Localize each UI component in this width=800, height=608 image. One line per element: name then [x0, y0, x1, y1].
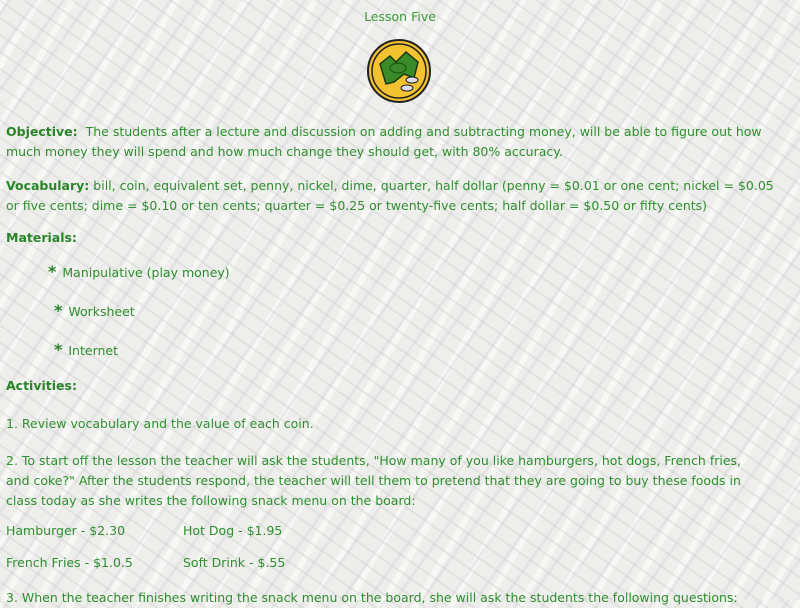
- objective-text-1: The students after a lecture and discussion on adding and subtracting money, will be able to figure out how: [85, 124, 762, 139]
- page-title: Lesson Five: [364, 9, 436, 24]
- materials-item: [54, 340, 118, 359]
- material-label: Worksheet: [68, 304, 135, 319]
- menu-item-french-fries: French Fries - $1.0.5: [6, 555, 133, 570]
- menu-item-soft-drink: Soft Drink - $.55: [183, 555, 286, 570]
- asterisk-bullet-icon: *: [54, 301, 63, 320]
- asterisk-bullet-icon: *: [48, 262, 57, 281]
- materials-item: [54, 301, 135, 320]
- objective-section: [6, 122, 796, 162]
- activities-heading: [6, 376, 796, 396]
- objective-text-2: much money they will spend and how much change they should get, with 80% accuracy.: [6, 144, 563, 159]
- activities-label: Activities:: [6, 378, 77, 393]
- activity-step-1: 1. Review vocabulary and the value of each coin.: [6, 416, 314, 431]
- vocabulary-label: Vocabulary:: [6, 178, 90, 193]
- materials-label: Materials:: [6, 230, 77, 245]
- objective-label: Objective:: [6, 124, 78, 139]
- activity-step-2: [6, 451, 796, 511]
- menu-item-hot-dog: Hot Dog - $1.95: [183, 523, 283, 538]
- materials-heading: [6, 228, 796, 248]
- activity-step-2-line: and coke?" After the students respond, the teacher will tell them to pretend that they are going to buy these foods in: [6, 473, 741, 488]
- asterisk-bullet-icon: *: [54, 340, 63, 359]
- materials-item: [48, 262, 230, 281]
- material-label: Internet: [68, 343, 119, 358]
- material-label: Manipulative (play money): [62, 265, 230, 280]
- activity-step-2-line: class today as she writes the following snack menu on the board:: [6, 493, 416, 508]
- activity-step-2-line: 2. To start off the lesson the teacher will ask the students, "How many of you like hamburgers, hot dogs, French fries,: [6, 453, 742, 468]
- vocabulary-text-1: bill, coin, equivalent set, penny, nickel, dime, quarter, half dollar (penny = $0.01 or one cent; nickel = $0.05: [93, 178, 774, 193]
- vocabulary-text-2: or five cents; dime = $0.10 or ten cents; quarter = $0.25 or twenty-five cents; half dollar = $0.50 or fifty cents): [6, 198, 708, 213]
- activity-step-3: 3. When the teacher finishes writing the snack menu on the board, she will ask the students the following questions:: [6, 590, 738, 605]
- vocabulary-section: [6, 176, 796, 216]
- menu-item-hamburger: Hamburger - $2.30: [6, 523, 126, 538]
- money-bill-coins-icon: [366, 38, 432, 104]
